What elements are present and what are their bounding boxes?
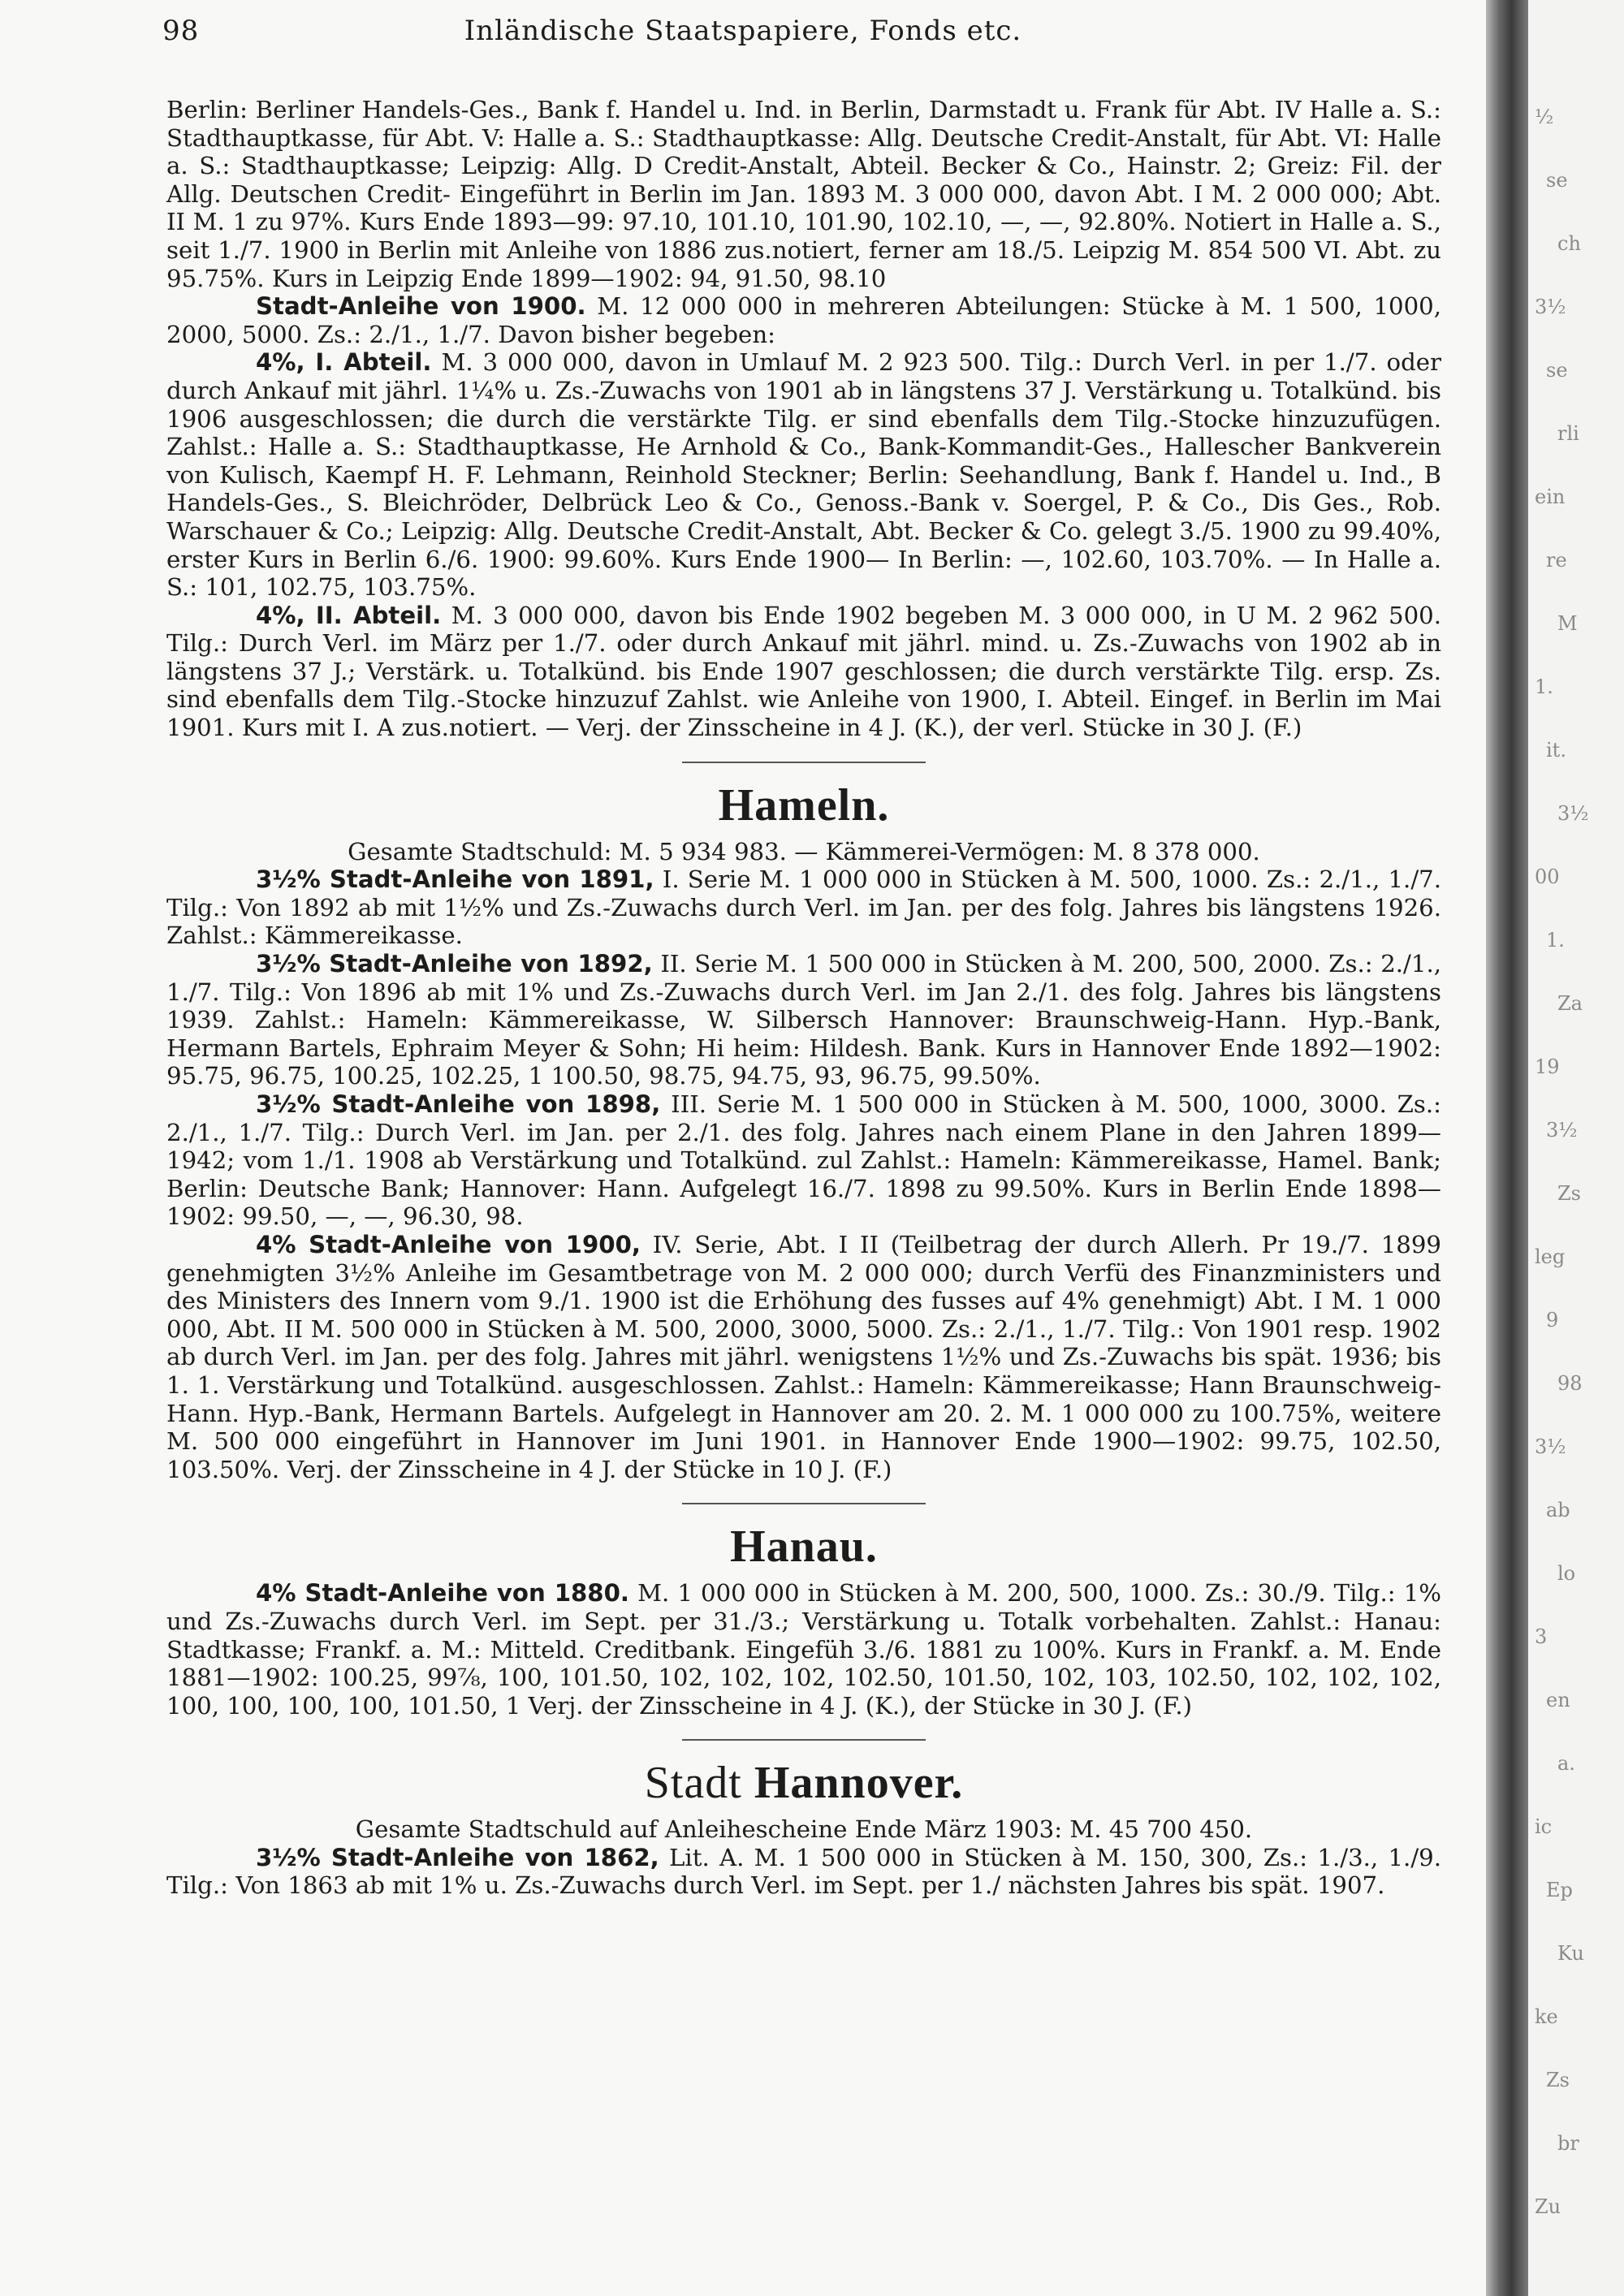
adjacent-page-fragment: en	[1546, 1689, 1570, 1711]
adjacent-page-fragment: ab	[1546, 1499, 1570, 1521]
hameln-entry-1898	[166, 1090, 1441, 1231]
book-gutter	[1486, 0, 1528, 2296]
title-main: Hannover.	[754, 1758, 964, 1809]
hameln-entry-1891	[166, 865, 1441, 950]
anleihe-1900-entry	[166, 292, 1441, 348]
adjacent-page-fragment: Za	[1557, 992, 1583, 1015]
adjacent-page-fragment: a.	[1557, 1752, 1575, 1775]
adjacent-page-fragment: se	[1546, 169, 1568, 192]
adjacent-page-fragment: ein	[1535, 486, 1566, 508]
page-header	[0, 15, 1486, 60]
adjacent-page-fragment: ½	[1535, 106, 1554, 128]
adjacent-page-fragment: ic	[1535, 1815, 1553, 1838]
section-divider	[682, 1503, 926, 1504]
adjacent-page-fragment: 1.	[1546, 929, 1565, 952]
adjacent-page-fragment: lo	[1557, 1562, 1576, 1585]
entry-title: Stadt-Anleihe von 1900.	[256, 292, 586, 321]
hannover-summary: Gesamte Stadtschuld auf Anleihescheine Ende März 1903: M. 45 700 450.	[355, 1815, 1253, 1844]
adjacent-page-fragment: 3½	[1535, 1435, 1566, 1458]
hameln-entry-1900	[166, 1231, 1441, 1483]
adjacent-page-fragment: 00	[1535, 865, 1560, 888]
adjacent-page-fragment: Zs	[1546, 2069, 1570, 2091]
adjacent-page-fragment: 3½	[1535, 296, 1566, 318]
section-title-hanau: Hanau.	[730, 1521, 878, 1573]
section-divider	[682, 762, 926, 763]
adjacent-page-fragment: 19	[1535, 1055, 1560, 1078]
entry-text: I. Serie M. 1 000 000 in Stücken à M. 500, 1000. Zs.: 2./1., 1./7. Tilg.: Von 1892 ab mit 1½% und Zs.-Zuwachs durch Verl. im Jan. per des folg. Jahres bis längstens 1926. Zahlst.: Kämmereikasse.	[166, 865, 1441, 950]
abteil-2-entry	[166, 602, 1441, 742]
adjacent-page-fragment: Zs	[1557, 1182, 1581, 1205]
section-title-hannover	[166, 1757, 1441, 1809]
adjacent-page-fragment: re	[1546, 549, 1567, 572]
adjacent-page-fragment: Ku	[1557, 1942, 1584, 1965]
entry-text: II. Serie M. 1 500 000 in Stücken à M. 200, 500, 2000. Zs.: 2./1., 1./7. Tilg.: Von 1896 ab mit 1% und Zs.-Zuwachs durch Verl. im Jan 2./1. des folg. Jahres bis längstens 1939. Zahlst.: Hameln: Kämmereikasse, W. Silbersch Hannover: Braunschweig-Hann. Hyp.-Bank, Hermann Bartels, Ephraim Meyer & Sohn; Hi heim: Hildesh. Bank. Kurs in Hannover Ende 1892—1902: 95.75, 96.75, 100.25, 102.25, 1 100.50, 98.75, 94.75, 93, 96.75, 99.50%.	[166, 950, 1442, 1090]
entry-title: 3½% Stadt-Anleihe von 1898,	[256, 1090, 661, 1118]
entry-title: 3½% Stadt-Anleihe von 1892,	[256, 950, 653, 978]
hannover-entry-1862	[166, 1844, 1441, 1900]
entry-text: M. 1 000 000 in Stücken à M. 200, 500, 1000. Zs.: 30./9. Tilg.: 1% und Zs.-Zuwachs durch Verl. im Sept. per 31./3.; Verstärkung u. Totalk vorbehalten. Zahlst.: Hanau: Stadtkasse; Frankf. a. M.: Mitteld. Creditbank. Eingefüh 3./6. 1881 zu 100%. Kurs in Frankf. a. M. Ende 1881—1902: 100.25, 99⅞, 100, 101.50, 102, 102, 102, 102.50, 101.50, 102, 103, 102.50, 102, 102, 102, 100, 100, 100, 100, 101.50, 1 Verj. der Zinsscheine in 4 J. (K.), der Stücke in 30 J. (F.)	[166, 1579, 1441, 1720]
adjacent-page-fragment: 1.	[1535, 675, 1553, 698]
adjacent-page-fragment: rli	[1557, 422, 1579, 445]
section-divider	[682, 1739, 926, 1741]
adjacent-page-fragment: leg	[1535, 1245, 1566, 1268]
hanau-entry-1880	[166, 1579, 1441, 1720]
entry-title: 4%, II. Abteil.	[256, 601, 442, 629]
entry-title: 4% Stadt-Anleihe von 1900,	[256, 1230, 641, 1258]
entry-title: 3½% Stadt-Anleihe von 1891,	[256, 865, 654, 894]
adjacent-page-fragment: 98	[1557, 1372, 1583, 1395]
hameln-summary: Gesamte Stadtschuld: M. 5 934 983. — Kämmerei-Vermögen: M. 8 378 000.	[348, 837, 1260, 865]
section-title-hameln: Hameln.	[718, 779, 890, 831]
running-title: Inländische Staatspapiere, Fonds etc.	[464, 15, 1022, 47]
adjacent-page-fragment: M	[1557, 612, 1578, 635]
entry-text: M. 12 000 000 in mehreren Abteilungen: Stücke à M. 1 500, 1000, 2000, 5000. Zs.: 2./1., 1./7. Davon bisher begeben:	[166, 292, 1441, 348]
adjacent-page-fragment: it.	[1546, 739, 1566, 762]
entry-text: IV. Serie, Abt. I II (Teilbetrag der durch Allerh. Pr 19./7. 1899 genehmigten 3½% Anleihe im Gesamtbetrage von M. 2 000 000; durch Verfü des Finanzministers und des Ministers des Innern vom 9./1. 1900 ist die Erhöhung des fusses auf 4% genehmigt) Abt. I M. 1 000 000, Abt. II M. 500 000 in Stücken à M. 500, 2000, 3000, 5000. Zs.: 2./1., 1./7. Tilg.: Von 1901 resp. 1902 ab durch Verl. im Jan. per des folg. Jahres mit jährl. wenigstens 1½% und Zs.-Zuwachs bis spät. 1936; bis 1. 1. Verstärkung und Totalkünd. ausgeschlossen. Zahlst.: Hameln: Kämmereikasse; Hann Braunschweig-Hann. Hyp.-Bank, Hermann Bartels. Aufgelegt in Hannover am 20. 2. M. 1 000 000 zu 100.75%, weitere M. 500 000 eingeführt in Hannover im Juni 1901. in Hannover Ende 1900—1902: 99.75, 102.50, 103.50%. Verj. der Zinsscheine in 4 J. der Stücke in 10 J. (F.)	[166, 1230, 1441, 1483]
adjacent-page-fragment: br	[1557, 2132, 1579, 2155]
adjacent-page-fragment: Ep	[1546, 1879, 1573, 1901]
adjacent-page-fragment: 9	[1546, 1309, 1559, 1331]
entry-title: 4%, I. Abteil.	[256, 348, 432, 377]
adjacent-page-edge	[1528, 0, 1624, 2296]
hameln-entry-1892	[166, 950, 1441, 1090]
adjacent-page-fragment: 3½	[1557, 802, 1589, 825]
entry-text: M. 3 000 000, davon in Umlauf M. 2 923 500. Tilg.: Durch Verl. in per 1./7. oder durch Ankauf mit jährl. 1¼% u. Zs.-Zuwachs von 1901 ab in längstens 37 J. Verstärkung u. Totalkünd. bis 1906 ausgeschlossen; die durch die verstärkte Tilg. er sind ebenfalls dem Tilg.-Stocke hinzuzufügen. Zahlst.: Halle a. S.: Stadthauptkasse, He Arnhold & Co., Bank-Kommandit-Ges., Hallescher Bankverein von Kulisch, Kaempf H. F. Lehmann, Reinhold Steckner; Berlin: Seehandlung, Bank f. Handel u. Ind., B Handels-Ges., S. Bleichröder, Delbrück Leo & Co., Genoss.-Bank v. Soergel, P. & Co., Dis Ges., Rob. Warschauer & Co.; Leipzig: Allg. Deutsche Credit-Anstalt, Abt. Becker & Co. gelegt 3./5. 1900 zu 99.40%, erster Kurs in Berlin 6./6. 1900: 99.60%. Kurs Ende 1900— In Berlin: —, 102.60, 103.70%. — In Halle a. S.: 101, 102.75, 103.75%.	[166, 348, 1442, 602]
abteil-1-entry	[166, 348, 1441, 601]
adjacent-page-fragment: ke	[1535, 2005, 1558, 2028]
adjacent-page-fragment: 3½	[1546, 1119, 1578, 1142]
continued-paragraph: Berlin: Berliner Handels-Ges., Bank f. Handel u. Ind. in Berlin, Darmstadt u. Frank für Abt. IV Halle a. S.: Stadthauptkasse, für Abt. V: Halle a. S.: Stadthauptkasse: Allg. Deutsche Credit-Anstalt, für Abt. VI: Halle a. S.: Stadthauptkasse; Leipzig: Allg. D Credit-Anstalt, Abteil. Becker & Co., Hainstr. 2; Greiz: Fil. der Allg. Deutschen Credit- Eingeführt in Berlin im Jan. 1893 M. 3 000 000, davon Abt. I M. 2 000 000; Abt. II M. 1 zu 97%. Kurs Ende 1893—99: 97.10, 101.10, 101.90, 102.10, —, —, 92.80%. Notiert in Halle a. S., seit 1./7. 1900 in Berlin mit Anleihe von 1886 zus.notiert, ferner am 18./5. Leipzig M. 854 500 VI. Abt. zu 95.75%. Kurs in Leipzig Ende 1899—1902: 94, 91.50, 98.10	[166, 96, 1441, 292]
entry-text: M. 3 000 000, davon bis Ende 1902 begeben M. 3 000 000, in U M. 2 962 500. Tilg.: Durch Verl. im März per 1./7. oder durch Ankauf mit jährl. mind. u. Zs.-Zuwachs von 1902 ab in längstens 37 J.; Verstärk. u. Totalkünd. bis Ende 1907 geschlossen; die durch verstärkte Tilg. ersp. Zs. sind ebenfalls dem Tilg.-Stocke hinzuzuf Zahlst. wie Anleihe von 1900, I. Abteil. Eingef. in Berlin im Mai 1901. Kurs mit I. A zus.notiert. — Verj. der Zinsscheine in 4 J. (K.), der verl. Stücke in 30 J. (F.)	[166, 601, 1441, 742]
adjacent-page-fragment: se	[1546, 359, 1568, 382]
title-prefix: Stadt	[644, 1758, 742, 1809]
entry-title: 4% Stadt-Anleihe von 1880.	[256, 1579, 630, 1608]
adjacent-page-fragment: ch	[1557, 232, 1581, 255]
entry-text: III. Serie M. 1 500 000 in Stücken à M. 500, 1000, 3000. Zs.: 2./1., 1./7. Tilg.: Durch Verl. im Jan. per 2./1. des folg. Jahres nach einem Plane in den Jahren 1899—1942; vom 1./1. 1908 ab Verstärkung und Totalkünd. zul Zahlst.: Hameln: Kämmereikasse, Hamel. Bank; Berlin: Deutsche Bank; Hannover: Hann. Aufgelegt 16./7. 1898 zu 99.50%. Kurs in Berlin Ende 1898—1902: 99.50, —, —, 96.30, 98.	[166, 1090, 1442, 1231]
page-content	[166, 96, 1441, 1900]
entry-text: Lit. A. M. 1 500 000 in Stücken à M. 150, 300, Zs.: 1./3., 1./9. Tilg.: Von 1863 ab mit 1% u. Zs.-Zuwachs durch Verl. im Sept. per 1./ nächsten Jahres bis spät. 1907.	[166, 1843, 1441, 1900]
entry-title: 3½% Stadt-Anleihe von 1862,	[256, 1843, 659, 1871]
adjacent-page-fragment: Zu	[1535, 2195, 1561, 2218]
adjacent-page-fragment: 3	[1535, 1625, 1548, 1648]
page-number: 98	[162, 15, 200, 47]
